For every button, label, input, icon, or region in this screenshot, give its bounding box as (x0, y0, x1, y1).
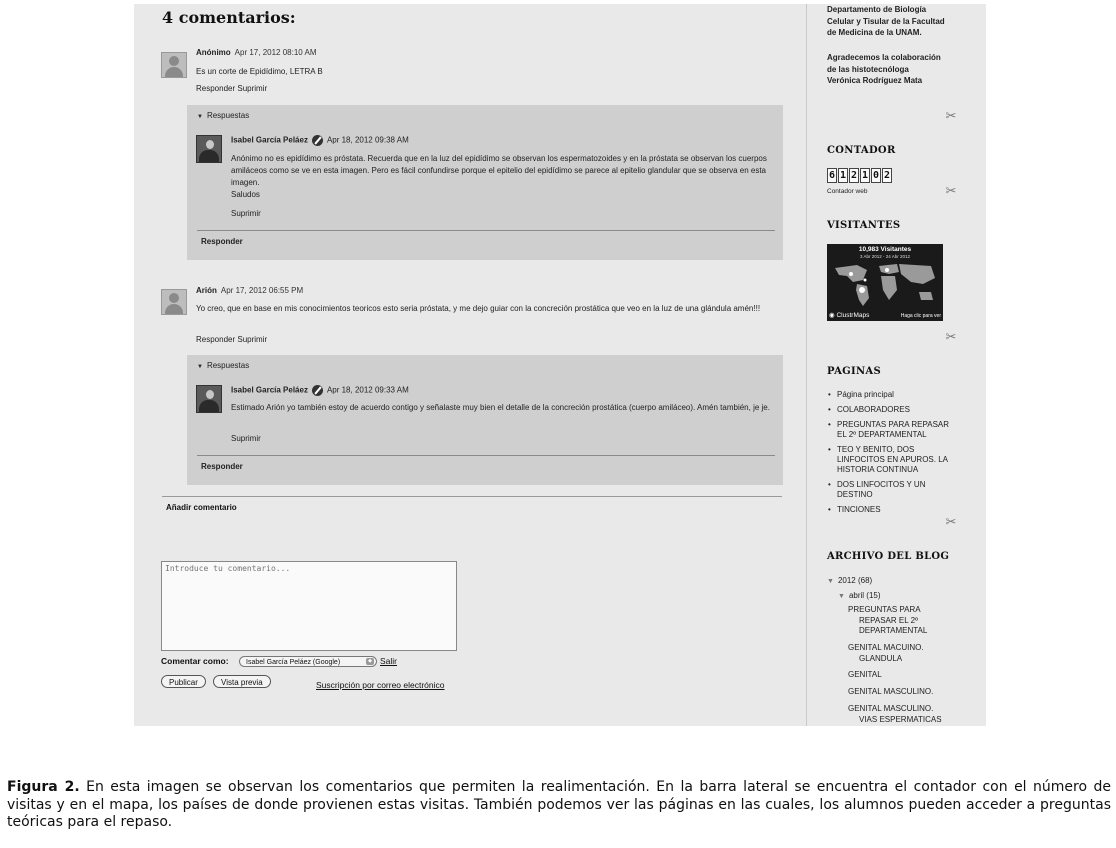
comment-as-label: Comentar como: (161, 656, 229, 666)
edit-gadget-icon[interactable]: ✂ (945, 514, 957, 529)
comment-author[interactable]: Arión (196, 286, 217, 295)
reply-link[interactable]: Responder (196, 335, 236, 344)
logout-link[interactable]: Salir (380, 656, 398, 666)
map-headline: 10,983 Visitantes (858, 246, 912, 253)
comment-date[interactable]: Apr 17, 2012 08:10 AM (234, 48, 317, 57)
reply-date[interactable]: Apr 18, 2012 09:38 AM (326, 135, 409, 145)
delete-link[interactable]: Suprimir (237, 335, 268, 344)
comment-header (196, 286, 303, 295)
comment-actions (196, 84, 267, 93)
replies-thread (187, 355, 783, 485)
intro-line: de Medicina de la UNAM. (827, 28, 922, 37)
blog-admin-icon (312, 135, 323, 146)
reply-actions (231, 209, 261, 218)
edit-gadget-icon[interactable]: ✂ (945, 183, 957, 198)
reply-body: Anónimo no es epidídimo es próstata. Recuerda que en la luz del epidídimo se observan los espermatozoides y en la próstata se observan los cuerpos amiláceos como se ve en esta imagen. Pero es fácil confundirse porque el epitelio del epidídimo se parece al epitelio glandular que se observa en esta imagen. (231, 154, 767, 187)
page-link[interactable]: • Página principal (827, 390, 952, 400)
page-link[interactable]: • TINCIONES (827, 505, 952, 515)
reply-date[interactable]: Apr 18, 2012 09:33 AM (326, 385, 409, 395)
page-link[interactable]: • TEO Y BENITO, DOS LINFOCITOS EN APUROS. LA HISTORIA CONTINUA (827, 445, 952, 475)
sidebar (806, 4, 986, 726)
thanks-line: de las histotecnóloga (827, 64, 909, 74)
caret-down-icon: ▼ (827, 578, 834, 585)
counter-digit: 1 (861, 170, 869, 181)
comment-author[interactable]: Anónimo (196, 48, 231, 57)
archive-year[interactable] (827, 576, 872, 585)
caret-down-icon: ▼ (197, 364, 203, 370)
comments-title: 4 comentarios: (162, 8, 296, 27)
reply-header (231, 385, 409, 396)
map-view-link[interactable]: Haga clic para ver (900, 313, 941, 319)
delete-link[interactable]: Suprimir (231, 209, 261, 218)
reply-text (231, 153, 776, 201)
intro-line: Departamento de Biología (827, 5, 927, 14)
reply-link[interactable]: Responder (196, 84, 236, 93)
caption-label: Figura 2. (7, 779, 80, 795)
comment-text: Yo creo, que en base en mis conocimientos teoricos esto seria próstata, y me dejo guiar con la concreción prostática que veo en la luz de una glándula amén!!! (196, 304, 761, 313)
post-title-line: DEPARTAMENTAL (859, 626, 928, 635)
comment-actions (196, 335, 267, 344)
comments-section (134, 4, 806, 726)
identity-value: Isabel García Peláez (Google) (246, 659, 341, 666)
archive-year-label: 2012 (68) (837, 576, 873, 585)
thanks-line: Verónica Rodríguez Mata (827, 76, 923, 85)
screenshot-panel (134, 4, 986, 726)
counter-digit: 2 (850, 170, 858, 181)
identity-select[interactable] (239, 656, 377, 667)
replies-toggle-label: Respuestas (206, 111, 250, 120)
delete-link[interactable]: Suprimir (231, 434, 261, 443)
reply-header (231, 135, 409, 146)
comment-date[interactable]: Apr 17, 2012 06:55 PM (220, 286, 304, 295)
page-link[interactable]: • PREGUNTAS PARA REPASAR EL 2º DEPARTAMENTAL (827, 420, 952, 440)
visitor-map[interactable] (827, 244, 943, 321)
counter-digit: 1 (839, 170, 847, 181)
reply-divider (197, 230, 775, 231)
archive-post-link[interactable] (848, 643, 956, 664)
post-title-line: GENITAL MACUINO. (848, 643, 924, 652)
comment-text: Es un corte de Epidídimo, LETRA B (196, 67, 323, 76)
archive-month-label: abril (15) (848, 591, 881, 600)
avatar[interactable] (161, 52, 187, 78)
avatar[interactable] (196, 385, 222, 413)
reply-text: Estimado Arión yo también estoy de acuerdo contigo y señalaste muy bien el detalle de la concreción prostática (cuerpo amiláceo). Amén también, je je. (231, 403, 770, 412)
archive-title: ARCHIVO DEL BLOG (827, 551, 950, 562)
intro-line: Celular y Tisular de la Facultad (827, 16, 945, 26)
replies-toggle-label: Respuestas (206, 361, 250, 370)
sidebar-thanks (827, 52, 941, 87)
page-link[interactable]: • DOS LINFOCITOS Y UN DESTINO (827, 480, 952, 500)
reply-author[interactable]: Isabel García Peláez (231, 135, 308, 145)
visitors-title: VISITANTES (827, 220, 901, 231)
archive-post-link[interactable] (848, 687, 956, 698)
preview-button[interactable]: Vista previa (213, 675, 271, 688)
figure-caption (7, 779, 1111, 832)
map-brand: ◉ ClustrMaps (829, 312, 870, 319)
delete-link[interactable]: Suprimir (237, 84, 268, 93)
avatar[interactable] (161, 289, 187, 315)
post-title-line: GLANDULA (859, 653, 903, 663)
replies-thread (187, 105, 783, 260)
visit-counter (827, 168, 892, 183)
pages-list (827, 390, 952, 520)
counter-digit: 2 (883, 170, 891, 181)
add-comment-label: Añadir comentario (166, 503, 237, 512)
post-title-line: GENITAL MASCULINO. (848, 704, 934, 713)
counter-digit: 6 (828, 170, 836, 181)
edit-gadget-icon[interactable]: ✂ (945, 108, 957, 123)
comment-textarea[interactable] (161, 561, 457, 651)
replies-toggle[interactable] (197, 361, 249, 370)
reply-button[interactable]: Responder (201, 462, 243, 471)
reply-button[interactable]: Responder (201, 237, 243, 246)
post-title-line: REPASAR EL 2º (859, 615, 918, 625)
caption-text: En esta imagen se observan los comentarios que permiten la realimentación. En la barra lateral se encuentra el contador con el número de visitas y en el mapa, los países de donde provienen estas visitas. También podemos ver las páginas en las cuales, los alumnos pueden acceder a preguntas teóricas para el repaso. (7, 779, 1112, 830)
post-title-line: VIAS ESPERMATICAS (859, 714, 942, 724)
archive-post-link[interactable] (848, 704, 956, 725)
reply-divider (197, 455, 775, 456)
page-link[interactable]: • COLABORADORES (827, 405, 952, 415)
sidebar-intro (827, 4, 945, 39)
post-title-line: GENITAL (848, 670, 882, 679)
reply-actions (231, 434, 261, 443)
map-dates: 3 Abr 2012 - 24 Abr 2012 (859, 254, 911, 259)
caret-down-icon: ▼ (838, 593, 845, 600)
archive-month[interactable] (838, 591, 881, 600)
counter-link[interactable]: Contador web (827, 188, 868, 195)
archive-post-link[interactable] (848, 670, 956, 681)
edit-gadget-icon[interactable]: ✂ (945, 329, 957, 344)
select-arrows-icon: ◆ (366, 658, 374, 665)
avatar[interactable] (196, 135, 222, 163)
map-brand-label: ClustrMaps (836, 312, 870, 319)
subscribe-link[interactable]: Suscripción por correo electrónico (316, 680, 445, 690)
thanks-line: Agradecemos la colaboración (827, 53, 941, 62)
reply-signoff: Saludos (231, 190, 260, 199)
counter-digit: 0 (872, 170, 880, 181)
blog-admin-icon (312, 385, 323, 396)
divider (162, 496, 782, 497)
post-title-line: PREGUNTAS PARA (848, 605, 921, 614)
reply-author[interactable]: Isabel García Peláez (231, 385, 308, 395)
comment-header (196, 48, 317, 57)
archive-post-link[interactable] (848, 605, 956, 637)
replies-toggle[interactable] (197, 111, 249, 120)
pages-title: PAGINAS (827, 366, 881, 377)
caret-down-icon: ▼ (197, 114, 203, 120)
counter-title: CONTADOR (827, 145, 896, 156)
post-title-line: GENITAL MASCULINO. (848, 687, 934, 696)
publish-button[interactable]: Publicar (161, 675, 206, 688)
world-map-icon (827, 260, 943, 310)
